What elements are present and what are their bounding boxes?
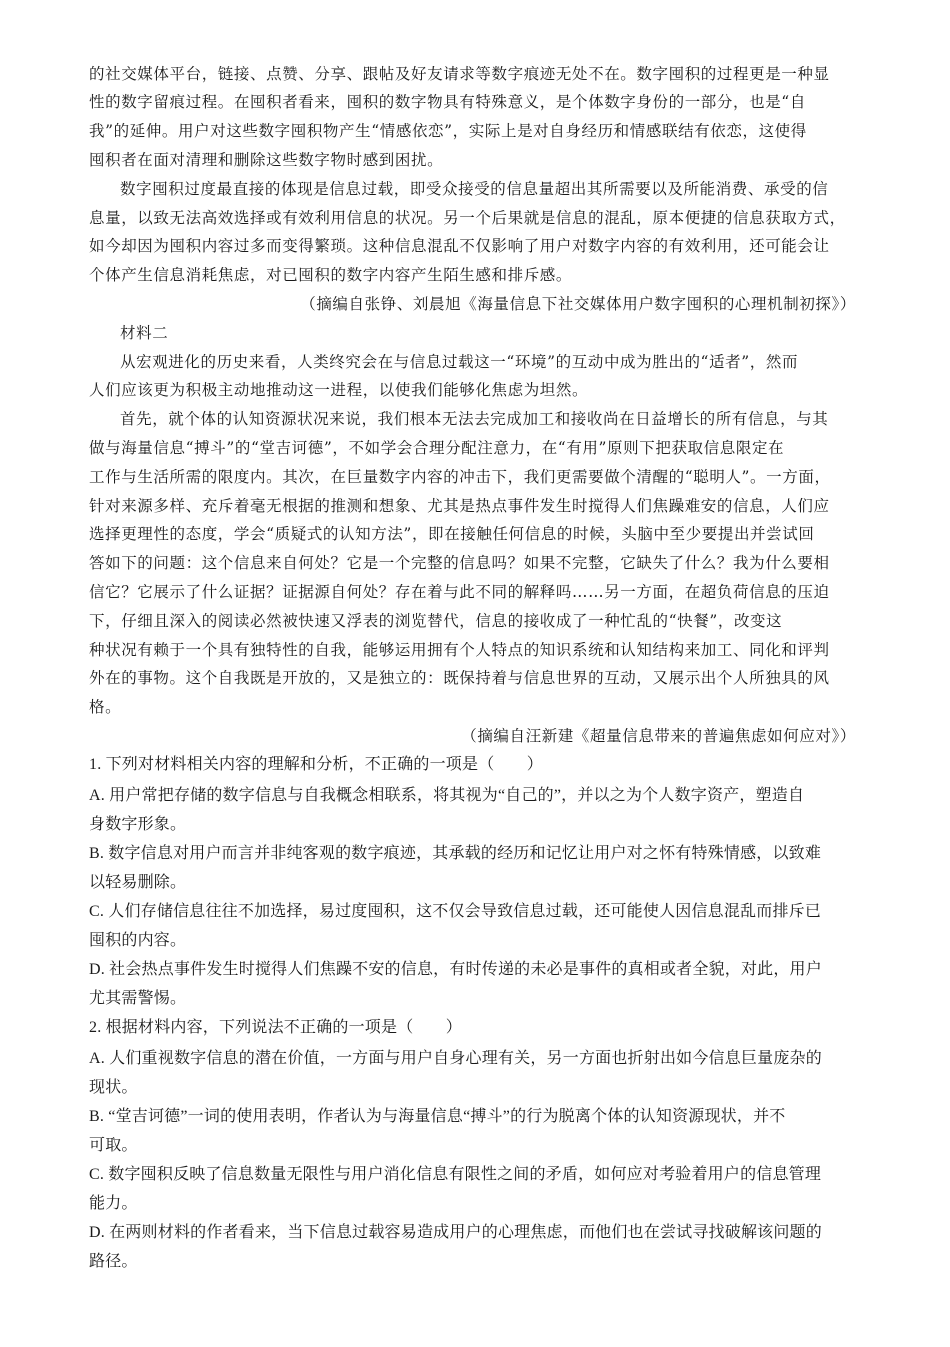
paragraph-line: 外在的事物。这个自我既是开放的，又是独立的：既保持着与信息世界的互动，又展示出个人所独具的风 bbox=[89, 669, 830, 687]
paragraph-line: 从宏观进化的历史来看，人类终究会在与信息过载这一“环境”的互动中成为胜出的“适者”，然而 bbox=[120, 353, 799, 371]
paragraph-line: 囤积者在面对清理和删除这些数字物时感到困扰。 bbox=[89, 151, 444, 169]
paragraph-line: 做与海量信息“搏斗”的“堂吉诃德”，不如学会合理分配注意力，在“有用”原则下把获取信息限定在 bbox=[89, 439, 785, 457]
paragraph-line: 性的数字留痕过程。在囤积者看来，囤积的数字物具有特殊意义，是个体数字身份的一部分，也是“自 bbox=[89, 93, 806, 111]
option-d-cont: 尤其需警惕。 bbox=[89, 990, 187, 1007]
option-b: B. “堂吉诃德”一词的使用表明，作者认为与海量信息“搏斗”的行为脱离个体的认知资源现状，并不 bbox=[89, 1108, 786, 1125]
paragraph-line: 下，仔细且深入的阅读必然被快速又浮表的浏览替代，信息的接收成了一种忙乱的“快餐”，改变这 bbox=[89, 612, 783, 630]
option-d: D. 社会热点事件发生时搅得人们焦躁不安的信息，有时传递的未必是事件的真相或者全貌，对此，用户 bbox=[89, 961, 822, 978]
paragraph-line: 首先，就个体的认知资源状况来说，我们根本无法去完成加工和接收尚在日益增长的所有信息，与其 bbox=[120, 410, 829, 428]
source-citation: （摘编自汪新建《超量信息带来的普遍焦虑如何应对》） bbox=[461, 727, 856, 745]
option-a-cont: 身数字形象。 bbox=[89, 816, 187, 833]
paragraph-line: 工作与生活所需的限度内。其次，在巨量数字内容的冲击下，我们更需要做个清醒的“聪明人”。一方面， bbox=[89, 468, 831, 486]
paragraph-line: 信它？它展示了什么证据？证据源自何处？存在着与此不同的解释吗……另一方面，在超负荷信息的压迫 bbox=[89, 583, 830, 601]
paragraph-line: 格。 bbox=[89, 698, 122, 716]
option-c-cont: 囤积的内容。 bbox=[89, 932, 187, 949]
question-stem: 1. 下列对材料相关内容的理解和分析，不正确的一项是（ ） bbox=[89, 756, 544, 773]
paragraph-line: 我”的延伸。用户对这些数字囤积物产生“情感依恋”，实际上是对自身经历和情感联结有依恋，这使得 bbox=[89, 122, 807, 140]
paragraph-line: 数字囤积过度最直接的体现是信息过载，即受众接受的信息量超出其所需要以及所能消费、承受的信 bbox=[120, 180, 829, 198]
option-c: C. 人们存储信息往往不加选择，易过度囤积，这不仅会导致信息过载，还可能使人因信息混乱而排斥已 bbox=[89, 903, 822, 920]
question-stem: 2. 根据材料内容，下列说法不正确的一项是（ ） bbox=[89, 1019, 463, 1036]
paragraph-line: 个体产生信息消耗焦虑，对已囤积的数字内容产生陌生感和排斥感。 bbox=[89, 266, 573, 284]
paragraph-line: 息量，以致无法高效选择或有效利用信息的状况。另一个后果就是信息的混乱，原本便捷的信息获取方式， bbox=[89, 209, 846, 227]
option-b: B. 数字信息对用户而言并非纯客观的数字痕迹，其承载的经历和记忆让用户对之怀有特殊情感，以致难 bbox=[89, 845, 822, 862]
option-a: A. 人们重视数字信息的潜在价值，一方面与用户自身心理有关，另一方面也折射出如今信息巨量庞杂的 bbox=[89, 1050, 822, 1067]
option-b-cont: 以轻易删除。 bbox=[89, 874, 187, 891]
paragraph-line: 种状况有赖于一个具有独特性的自我，能够运用拥有个人特点的知识系统和认知结构来加工、同化和评判 bbox=[89, 641, 830, 659]
option-d-cont: 路径。 bbox=[89, 1253, 138, 1270]
paragraph-line: 答如下的问题：这个信息来自何处？它是一个完整的信息吗？如果不完整，它缺失了什么？我为什么要相 bbox=[89, 554, 830, 572]
option-a: A. 用户常把存储的数字信息与自我概念相联系，将其视为“自己的”，并以之为个人数字资产，塑造自 bbox=[89, 787, 805, 804]
paragraph-line: 如今却因为囤积内容过多而变得繁琐。这种信息混乱不仅影响了用户对数字内容的有效利用，还可能会让 bbox=[89, 237, 830, 255]
material-heading: 材料二 bbox=[120, 324, 169, 342]
option-c-cont: 能力。 bbox=[89, 1195, 138, 1212]
paragraph-line: 人们应该更为积极主动地推动这一进程，以使我们能够化焦虑为坦然。 bbox=[89, 381, 589, 399]
paragraph-line: 选择更理性的态度，学会“质疑式的认知方法”，即在接触任何信息的时候，头脑中至少要提出并尝试回 bbox=[89, 525, 815, 543]
paragraph-line: 的社交媒体平台，链接、点赞、分享、跟帖及好友请求等数字痕迹无处不在。数字囤积的过程更是一种显 bbox=[89, 65, 830, 83]
option-b-cont: 可取。 bbox=[89, 1137, 138, 1154]
option-d: D. 在两则材料的作者看来，当下信息过载容易造成用户的心理焦虑，而他们也在尝试寻找破解该问题的 bbox=[89, 1224, 822, 1241]
paragraph-line: 针对来源多样、充斥着毫无根据的推测和想象、尤其是热点事件发生时搅得人们焦躁难安的信息，人们应 bbox=[89, 497, 830, 515]
option-c: C. 数字囤积反映了信息数量无限性与用户消化信息有限性之间的矛盾，如何应对考验着用户的信息管理 bbox=[89, 1166, 822, 1183]
option-a-cont: 现状。 bbox=[89, 1079, 138, 1096]
source-citation: （摘编自张铮、刘晨旭《海量信息下社交媒体用户数字囤积的心理机制初探》） bbox=[300, 295, 856, 313]
